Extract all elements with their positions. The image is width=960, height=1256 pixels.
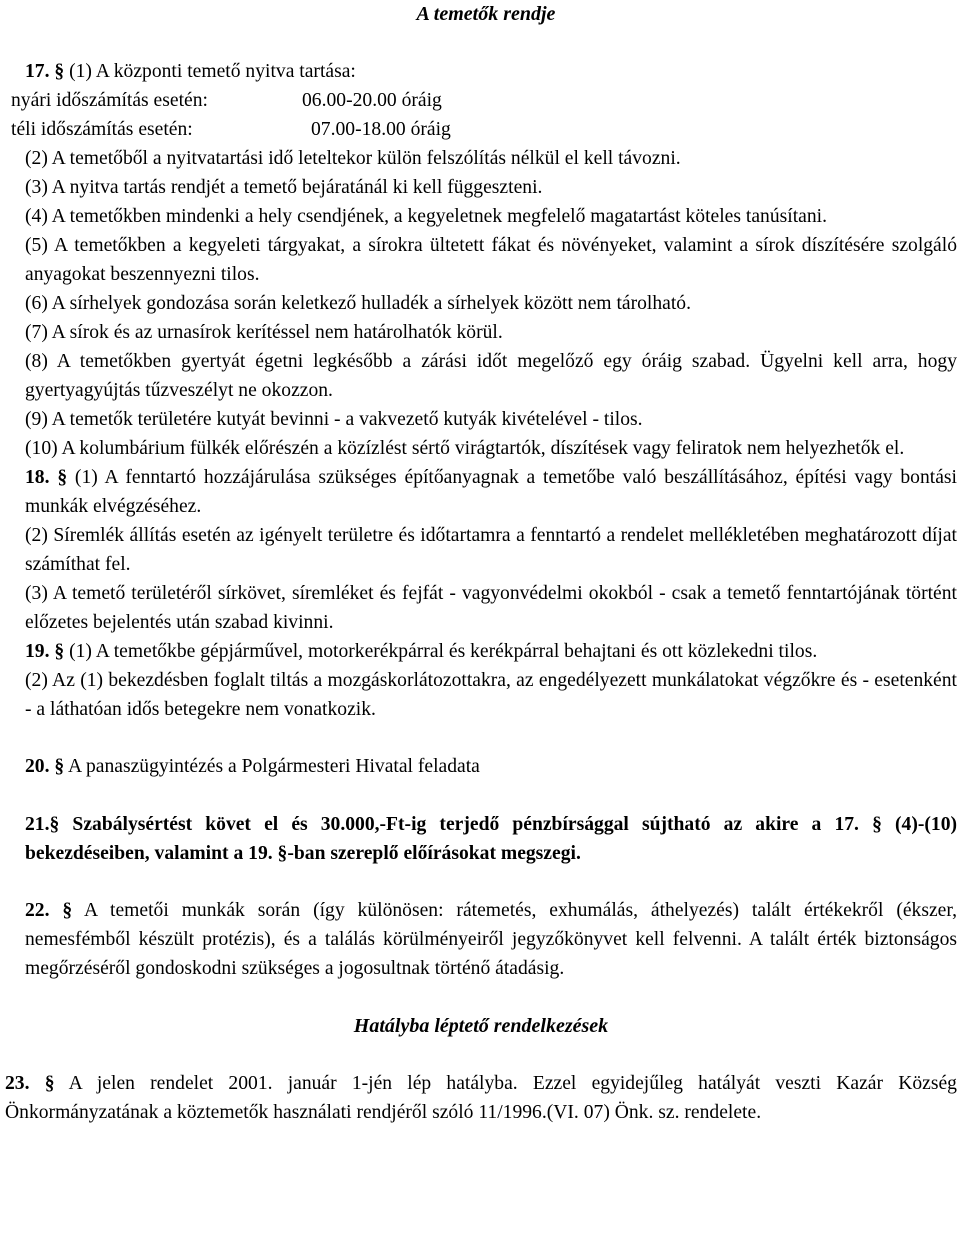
section-number-17: 17. [25,61,50,82]
paragraph-22 [5,896,957,983]
paragraph-21 [5,810,957,868]
paragraph-17-1 [5,57,957,86]
document-page [5,0,957,1127]
spacer [5,868,957,896]
paragraph-18-2: (2) Síremlék állítás esetén az igényelt területre és időtartamra a fenntartó a rendelet mellékletében meghatározott díjat számíthat fel. [25,525,957,575]
paragraph-23 [5,1069,957,1127]
section-sign: § [277,843,288,864]
section-number-22: 22. [25,900,50,921]
hours-summer [5,86,957,115]
paragraph-17-3: (3) A nyitva tartás rendjét a temető bejáratánál ki kell függeszteni. [25,177,543,198]
section-number-19: 19. [25,641,50,662]
section-title: A temetők rendje [416,3,556,25]
paragraph-text: A panaszügyintézés a Polgármesteri Hivatal feladata [68,756,480,777]
paragraph-text: (4)-(10) bekezdéseiben, valamint a 19. [25,814,958,864]
paragraph-text: (1) A temetőkbe gépjárművel, motorkerékpárral és kerékpárral behajtani és ott közlekedni tilos. [69,641,818,662]
paragraph-19-2: (2) Az (1) bekezdésben foglalt tiltás a mozgáskorlátozottakra, az engedélyezett munkálatokat végzőkre és - esetenként - a láthatóan idős betegekre nem vonatkozik. [25,670,957,720]
paragraph-text: -ban szereplő előírásokat megszegi. [287,843,581,864]
paragraph-text: A jelen rendelet 2001. január 1-jén lép hatályba. Ezzel egyidejűleg hatályát veszti Kazár Község Önkormányzatának a köztemetők használati rendjéről szóló 11/1996.(VI. 07) Önk. sz. rendelete. [5,1073,957,1123]
section-number-18: 18. [25,467,50,488]
section-sign: § [872,814,882,835]
hours-winter [5,115,957,144]
hours-label: nyári időszámítás esetén: [11,90,208,111]
paragraph-text: (1) A központi temető nyitva tartása: [69,61,356,82]
section-sign: § [54,756,65,777]
paragraph-17-8: (8) A temetőkben gyertyát égetni legkésőbb a zárási időt megelőző egy óráig szabad. Ügyelni kell arra, hogy gyertyagyújtás tűzveszélyt ne okozzon. [25,351,957,401]
section-number-23: 23. [5,1073,30,1094]
section-sign: § [57,467,68,488]
hours-label: téli időszámítás esetén: [11,119,193,140]
spacer [5,781,957,810]
section-title-2: Hatályba léptető rendelkezések [353,1015,609,1037]
paragraph-19-1 [5,637,957,666]
paragraph-text: A temetői munkák során (így különösen: rátemetés, exhumálás, áthelyezés) talált értékekről (ékszer, nemesfémből készült protézis), és a találás körülményeiről jegyzőkönyvet kell felvenni. A talált érték biztonságos megőrzéséről gondoskodni szükséges a jogosultnak történő átadásig. [25,900,957,979]
spacer [5,724,957,752]
spacer [5,1041,957,1069]
section-sign: § [62,900,73,921]
paragraph-17-4: (4) A temetőkben mindenki a hely csendjének, a kegyeletnek megfelelő magatartást köteles tanúsítani. [25,206,827,227]
spacer [5,29,957,57]
paragraph-17-9: (9) A temetők területére kutyát bevinni - a vakvezető kutyák kivételével - tilos. [25,409,643,430]
paragraph-17-6: (6) A sírhelyek gondozása során keletkező hulladék a sírhelyek között nem tárolható. [25,293,691,314]
spacer [5,983,957,1012]
paragraph-17-10: (10) A kolumbárium fülkék előrészén a közízlést sértő virágtartók, díszítések vagy feliratok nem helyezhetők el. [25,438,905,459]
paragraph-18-1 [5,463,957,521]
paragraph-20 [5,752,957,781]
section-sign: § [54,61,65,82]
section-number-20: 20. [25,756,50,777]
paragraph-text: (1) A fenntartó hozzájárulása szükséges építőanyagnak a temetőbe való beszállításához, építési vagy bontási munkák elvégzéséhez. [25,467,957,517]
paragraph-text: Szabálysértést követ el és 30.000,-Ft-ig terjedő pénzbírsággal sújtható az akire a 17. [72,814,859,835]
section-sign: § [49,814,60,835]
paragraph-17-2: (2) A temetőből a nyitvatartási idő leteltekor külön felszólítás nélkül el kell távozni. [25,148,681,169]
hours-value: 06.00-20.00 óráig [302,90,442,111]
section-number-21: 21. [25,814,50,835]
section-sign: § [44,1073,55,1094]
section-sign: § [54,641,65,662]
paragraph-18-3: (3) A temető területéről sírkövet, síremléket és fejfát - vagyonvédelmi okokból - csak a temető fenntartójának történt előzetes bejelentés után szabad kivinni. [25,583,957,633]
paragraph-17-5: (5) A temetőkben a kegyeleti tárgyakat, a sírokra ültetett fákat és növényeket, valamint a sírok díszítésére szolgáló anyagokat beszennyezni tilos. [25,235,957,285]
hours-value: 07.00-18.00 óráig [311,119,451,140]
paragraph-17-7: (7) A sírok és az urnasírok kerítéssel nem határolhatók körül. [25,322,503,343]
